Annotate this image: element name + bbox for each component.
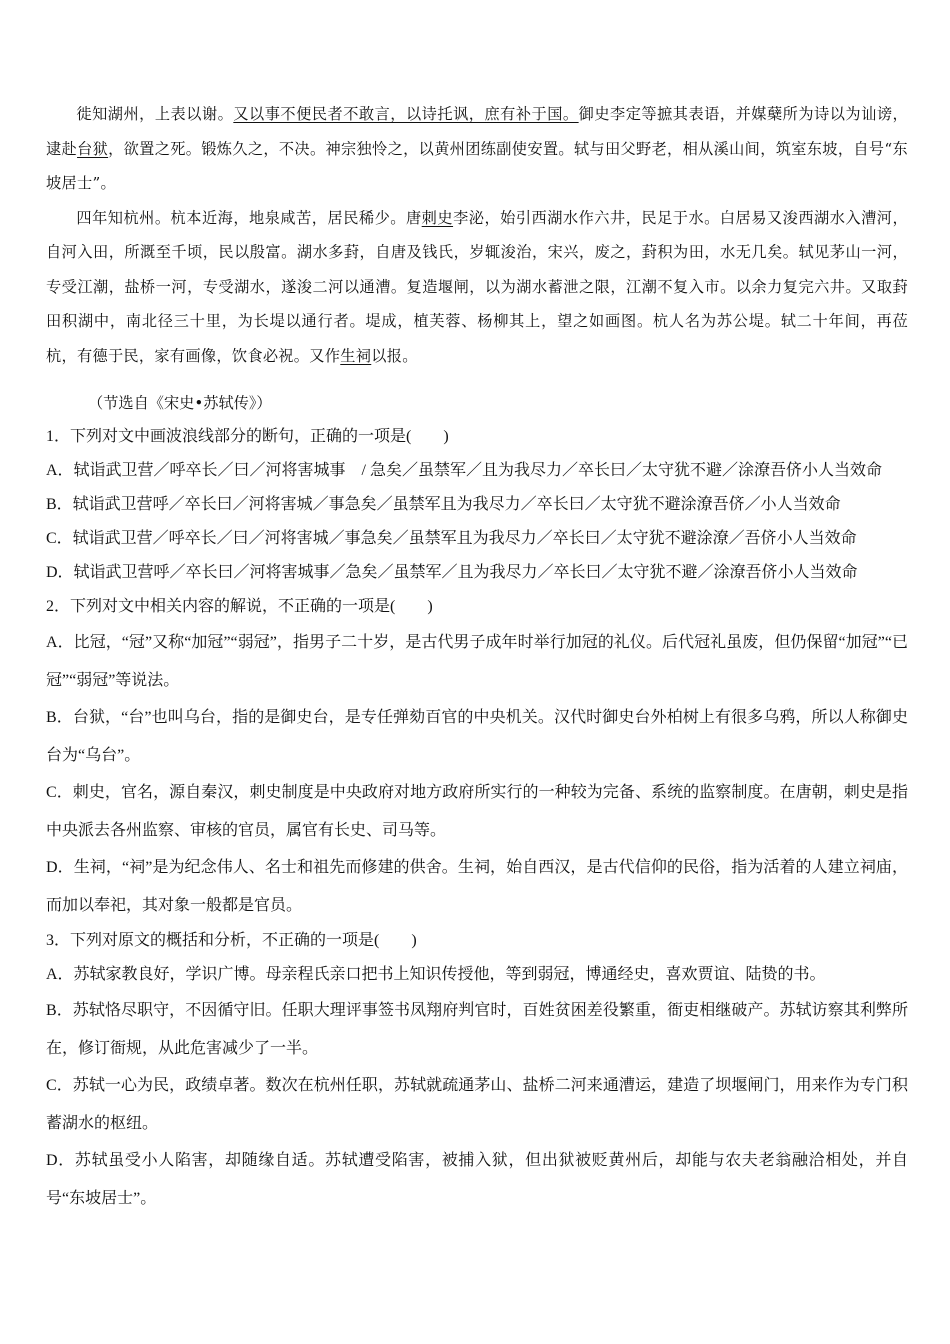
question-stem: 3．下列对原文的概括和分析，不正确的一项是( ) [46, 932, 417, 949]
wavy-underlined-sentence: 又以事不便民者不敢言，以诗托讽，庶有补于国。 [233, 105, 579, 123]
question-list [46, 420, 908, 1217]
option-a: A．苏轼家教良好，学识广博。母亲程氏亲口把书上知识传授他，等到弱冠，博通经史，喜欢贾谊、陆贽的书。 [46, 966, 826, 983]
question-3 [46, 924, 908, 1217]
question-1 [46, 420, 908, 590]
classical-passage [46, 97, 908, 373]
question-2 [46, 590, 908, 924]
option-b: B．台狱，“台”也叫乌台，指的是御史台，是专任弹劾百官的中央机关。汉代时御史台外柏树上有很多乌鸦，所以人称御史台为“乌台”。 [46, 709, 908, 764]
option-d: D．轼诣武卫营呼／卒长曰／河将害城事／急矣／虽禁军／且为我尽力／卒长曰／太守犹不避／涂潦吾侪小人当效命 [46, 564, 858, 581]
option-b: B．轼诣武卫营呼／卒长曰／河将害城／事急矣／虽禁军且为我尽力／卒长曰／太守犹不避涂潦吾侪／小人当效命 [46, 496, 841, 513]
option-c: C．轼诣武卫营／呼卒长／曰／河将害城／事急矣／虽禁军且为我尽力／卒长曰／太守犹不避涂潦／吾侪小人当效命 [46, 530, 857, 547]
option-c: C．刺史，官名，源自秦汉，刺史制度是中央政府对地方政府所实行的一种较为完备、系统的监察制度。在唐朝，刺史是指中央派去各州监察、审核的官员，属官有长史、司马等。 [46, 784, 908, 839]
option-a: A．比冠，“冠”又称“加冠”“弱冠”，指男子二十岁，是古代男子成年时举行加冠的礼仪。后代冠礼虽废，但仍保留“加冠”“已冠”“弱冠”等说法。 [46, 634, 908, 689]
question-stem: 1．下列对文中画波浪线部分的断句，正确的一项是( ) [46, 428, 449, 445]
option-b: B．苏轼恪尽职守，不因循守旧。任职大理评事签书凤翔府判官时，百姓贫困差役繁重，衙吏相继破产。苏轼访察其利弊所在，修订衙规，从此危害减少了一半。 [46, 1002, 908, 1057]
option-a: A．轼诣武卫营／呼卒长／曰／河将害城事 / 急矣／虽禁军／且为我尽力／卒长曰／太守犹不避／涂潦吾侪小人当效命 [46, 462, 883, 479]
option-d: D．生祠，“祠”是为纪念伟人、名士和祖先而修建的供舍。生祠，始自西汉，是古代信仰的民俗，指为活着的人建立祠庙，而加以奉祀，其对象一般都是官员。 [46, 859, 908, 914]
underlined-term-taiyu: 台狱 [77, 139, 109, 158]
question-stem: 2．下列对文中相关内容的解说，不正确的一项是( ) [46, 598, 433, 615]
passage-source: （节选自《宋史•苏轼传》） [88, 394, 272, 412]
option-d: D．苏轼虽受小人陷害，却随缘自适。苏轼遭受陷害，被捕入狱，但出狱被贬黄州后，却能与农夫老翁融洽相处，并自号“东坡居士”。 [46, 1152, 908, 1207]
passage-paragraph-1: 徙知湖州，上表以谢。又以事不便民者不敢言，以诗托讽，庶有补于国。御史李定等摭其表语，并媒蘖所为诗以为讪谤，逮赴台狱，欲置之死。锻炼久之，不决。神宗独怜之，以黄州团练副使安置。轼与田父野老，相从溪山间，筑室东坡，自号“东坡居士”。 [46, 105, 908, 192]
option-c: C．苏轼一心为民，政绩卓著。数次在杭州任职，苏轼就疏通茅山、盐桥二河来通漕运，建造了坝堰闸门，用来作为专门积蓄湖水的枢纽。 [46, 1077, 908, 1132]
passage-paragraph-2: 四年知杭州。杭本近海，地泉咸苦，居民稀少。唐刺史李泌，始引西湖水作六井，民足于水。白居易又浚西湖水入漕河，自河入田，所溉至千顷，民以殷富。湖水多葑，自唐及钱氏，岁辄浚治，宋兴，废之，葑积为田，水无几矣。轼见茅山一河，专受江潮，盐桥一河，专受湖水，遂浚二河以通漕。复造堰闸，以为湖水蓄泄之限，江潮不复入市。以余力复完六井。又取葑田积湖中，南北径三十里，为长堤以通行者。堤成，植芙蓉、杨柳其上，望之如画图。杭人名为苏公堤。轼二十年间，再莅杭，有德于民，家有画像，饮食必祝。又作生祠以报。 [46, 208, 908, 365]
underlined-term-shengci: 生祠 [340, 346, 372, 365]
underlined-term-cishi: 刺史 [421, 208, 454, 227]
